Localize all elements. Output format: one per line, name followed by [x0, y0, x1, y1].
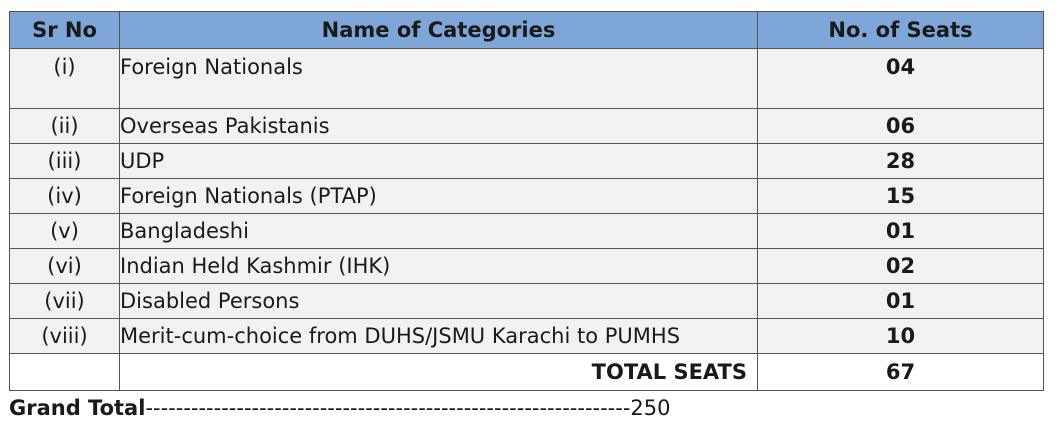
row-sr-no: (vi) — [10, 249, 120, 284]
header-category-name: Name of Categories — [120, 12, 758, 49]
row-seat-count: 10 — [758, 319, 1044, 354]
row-sr-no: (viii) — [10, 319, 120, 354]
total-seats-value: 67 — [758, 354, 1044, 391]
row-category-name: Overseas Pakistanis — [120, 109, 758, 144]
table-row — [10, 214, 1044, 249]
table-row — [10, 109, 1044, 144]
row-seat-count: 01 — [758, 284, 1044, 319]
row-seat-count: 04 — [758, 49, 1044, 109]
row-sr-no: (i) — [10, 49, 120, 109]
row-category-name: Disabled Persons — [120, 284, 758, 319]
row-sr-no: (vii) — [10, 284, 120, 319]
header-sr-no: Sr No — [10, 12, 120, 49]
row-category-name: Bangladeshi — [120, 214, 758, 249]
row-sr-no: (iv) — [10, 179, 120, 214]
row-seat-count: 02 — [758, 249, 1044, 284]
row-category-name: UDP — [120, 144, 758, 179]
total-empty-cell — [10, 354, 120, 391]
row-seat-count: 01 — [758, 214, 1044, 249]
table-header-row — [10, 12, 1044, 49]
row-sr-no: (v) — [10, 214, 120, 249]
row-seat-count: 15 — [758, 179, 1044, 214]
row-sr-no: (iii) — [10, 144, 120, 179]
row-category-name: Indian Held Kashmir (IHK) — [120, 249, 758, 284]
total-row — [10, 354, 1044, 391]
row-seat-count: 28 — [758, 144, 1044, 179]
row-category-name: Merit-cum-choice from DUHS/JSMU Karachi to PUMHS — [120, 319, 758, 354]
grand-total-label: Grand Total — [9, 396, 146, 420]
table-row — [10, 179, 1044, 214]
table-row — [10, 49, 1044, 109]
seats-table — [9, 11, 1044, 391]
grand-total-leader: ---------------------------------------------------------------- — [145, 396, 631, 420]
table-row — [10, 319, 1044, 354]
grand-total-value: 250 — [630, 396, 671, 420]
table-row — [10, 144, 1044, 179]
table-row — [10, 249, 1044, 284]
table-row — [10, 284, 1044, 319]
grand-total-line — [9, 396, 671, 420]
total-seats-label: TOTAL SEATS — [120, 354, 758, 391]
row-category-name: Foreign Nationals (PTAP) — [120, 179, 758, 214]
row-category-name: Foreign Nationals — [120, 49, 758, 109]
row-seat-count: 06 — [758, 109, 1044, 144]
row-sr-no: (ii) — [10, 109, 120, 144]
header-seats: No. of Seats — [758, 12, 1044, 49]
